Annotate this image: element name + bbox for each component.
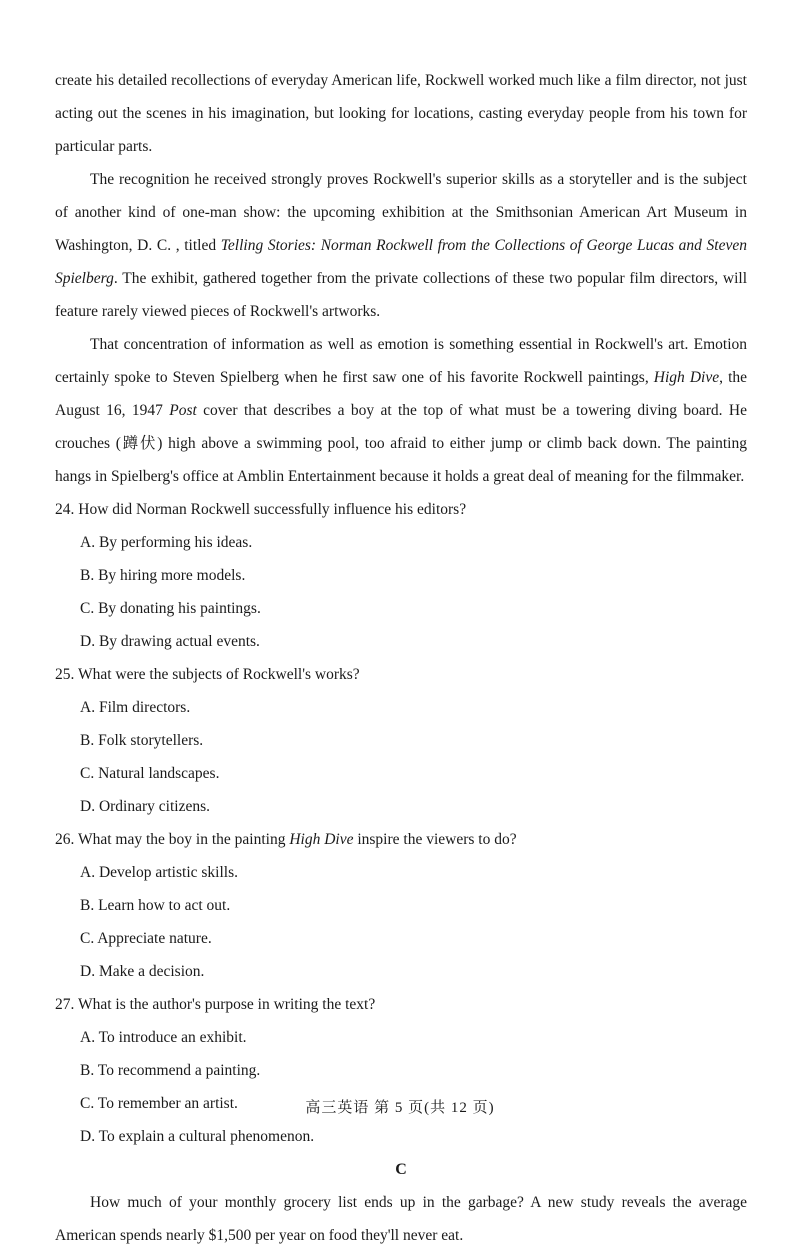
passage-paragraph-2 [55,163,747,328]
option-c: C. To remember an artist. [80,1095,238,1112]
question-25-options [55,691,747,823]
option-c: C. Natural landscapes. [80,765,220,782]
question-27: 27. What is the author's purpose in writing the text? [55,996,376,1013]
question-26-text-b: inspire the viewers to do? [353,831,517,848]
question-26 [55,823,747,856]
paragraph-2-text-b: . The exhibit, gathered together from the private collections of these two popular film directors, will feature rarely viewed pieces of Rockwell's artworks. [55,270,747,320]
paragraph-3-text-c: cover that describes a boy at the top of what must be a towering diving board. He crouches (蹲伏) high above a swimming pool, too afraid to either jump or climb back down. The painting hangs in Spielberg's office at Amblin Entertainment because it holds a great deal of meaning for the filmmaker. [55,402,747,485]
page-content [55,64,747,1252]
option-a: A. Film directors. [80,699,191,716]
passage-paragraph-1: create his detailed recollections of everyday American life, Rockwell worked much like a film director, not just acting out the scenes in his imagination, but looking for locations, casting everyday people from his town for particular parts. [55,72,747,155]
question-26-text-a: 26. What may the boy in the painting [55,831,290,848]
question-27-options [55,1021,747,1153]
option-b: B. To recommend a painting. [80,1062,261,1079]
passage-paragraph-3 [55,328,747,493]
paragraph-3-text-a: That concentration of information as well as emotion is something essential in Rockwell's art. Emotion certainly spoke to Steven Spielberg when he first saw one of his favorite Rockwell paintings, [55,336,747,386]
option-b: B. Learn how to act out. [80,897,231,914]
post-magazine-name: Post [169,402,197,419]
option-d: D. By drawing actual events. [80,633,260,650]
page-footer: 高三英语 第 5 页(共 12 页) [305,1100,495,1116]
option-d: D. Make a decision. [80,963,205,980]
option-a: A. Develop artistic skills. [80,864,238,881]
option-c: C. By donating his paintings. [80,600,261,617]
section-c-paragraph: How much of your monthly grocery list ends up in the garbage? A new study reveals the average American spends nearly $1,500 per year on food they'll never eat. [55,1194,747,1244]
paragraph-3-text-b: , the August 16, 1947 [55,369,748,419]
section-heading-c: C [395,1161,407,1178]
paragraph-2-text-a: The recognition he received strongly proves Rockwell's superior skills as a storyteller and is the subject of another kind of one-man show: the upcoming exhibition at the Smithsonian American Art Museum in Washington, D. C. , titled [55,171,747,254]
exhibition-title: Telling Stories: Norman Rockwell from the Collections of George Lucas and Steven Spielberg [55,237,747,287]
question-25: 25. What were the subjects of Rockwell's works? [55,666,360,683]
painting-title: High Dive [653,369,720,386]
question-24-options [55,526,747,658]
question-26-options [55,856,747,988]
option-d: D. To explain a cultural phenomenon. [80,1128,315,1145]
question-26-painting-title: High Dive [289,831,354,848]
question-24: 24. How did Norman Rockwell successfully influence his editors? [55,501,467,518]
option-b: B. Folk storytellers. [80,732,204,749]
option-a: A. To introduce an exhibit. [80,1029,247,1046]
option-b: B. By hiring more models. [80,567,246,584]
option-a: A. By performing his ideas. [80,534,253,551]
option-c: C. Appreciate nature. [80,930,212,947]
option-d: D. Ordinary citizens. [80,798,210,815]
